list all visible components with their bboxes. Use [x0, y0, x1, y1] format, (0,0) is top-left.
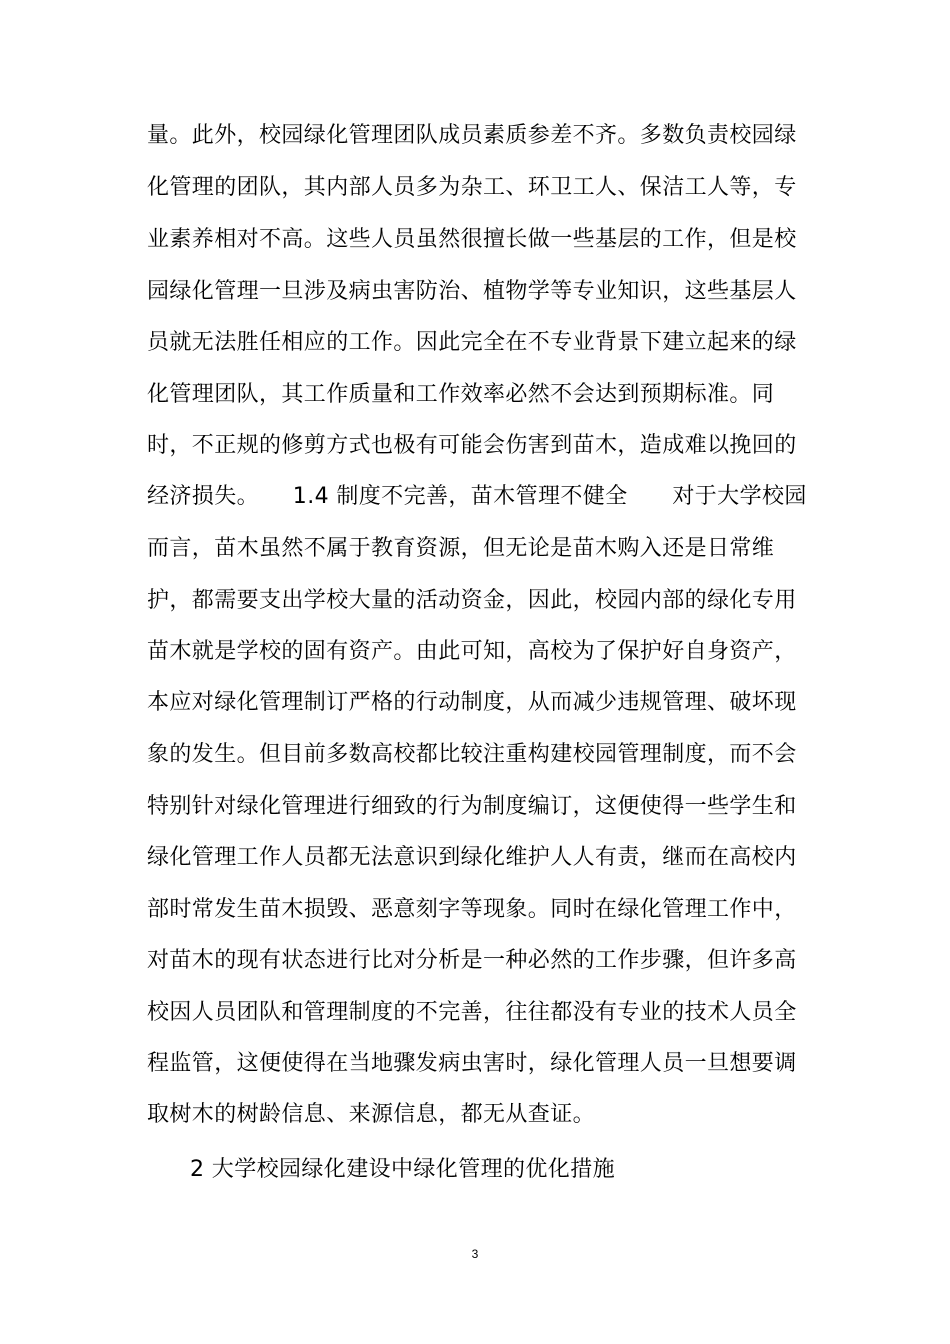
page-number: 3 — [471, 1247, 479, 1261]
paragraph-line-9: 而言，苗木虽然不属于教育资源，但无论是苗木购入还是日常维 — [147, 536, 775, 561]
paragraph-line-2: 化管理的团队，其内部人员多为杂工、环卫工人、保洁工人等，专 — [147, 175, 797, 200]
paragraph-line-1: 量。此外，校园绿化管理团队成员素质参差不齐。多数负责校园绿 — [147, 123, 797, 148]
paragraph-line-12: 本应对绿化管理制订严格的行动制度，从而减少违规管理、破坏现 — [147, 690, 797, 715]
paragraph-line-4: 园绿化管理一旦涉及病虫害防治、植物学等专业知识，这些基层人 — [147, 279, 797, 304]
paragraph-line-7: 时，不正规的修剪方式也极有可能会伤害到苗木，造成难以挽回的 — [147, 433, 797, 458]
paragraph-line-14: 特别针对绿化管理进行细致的行为制度编订，这便使得一些学生和 — [147, 794, 797, 819]
paragraph-line-6: 化管理团队，其工作质量和工作效率必然不会达到预期标准。同 — [147, 382, 775, 407]
paragraph-line-8: 经济损失。 1.4 制度不完善，苗木管理不健全 对于大学校园 — [147, 484, 807, 509]
paragraph-line-11: 苗木就是学校的固有资产。由此可知，高校为了保护好自身资产， — [147, 639, 797, 664]
paragraph-line-19: 程监管，这便使得在当地骤发病虫害时，绿化管理人员一旦想要调 — [147, 1051, 797, 1076]
section-heading: 2 大学校园绿化建设中绿化管理的优化措施 — [190, 1157, 615, 1182]
paragraph-line-5: 员就无法胜任相应的工作。因此完全在不专业背景下建立起来的绿 — [147, 330, 797, 355]
paragraph-line-3: 业素养相对不高。这些人员虽然很擅长做一些基层的工作，但是校 — [147, 227, 797, 252]
paragraph-line-17: 对苗木的现有状态进行比对分析是一种必然的工作步骤，但许多高 — [147, 948, 797, 973]
paragraph-line-13: 象的发生。但目前多数高校都比较注重构建校园管理制度，而不会 — [147, 742, 797, 767]
paragraph-line-18: 校因人员团队和管理制度的不完善，往往都没有专业的技术人员全 — [147, 1000, 797, 1025]
paragraph-line-20: 取树木的树龄信息、来源信息，都无从查证。 — [147, 1102, 596, 1127]
paragraph-line-10: 护，都需要支出学校大量的活动资金，因此，校园内部的绿化专用 — [147, 588, 797, 613]
paragraph-line-15: 绿化管理工作人员都无法意识到绿化维护人人有责，继而在高校内 — [147, 845, 797, 870]
paragraph-line-16: 部时常发生苗木损毁、恶意刻字等现象。同时在绿化管理工作中， — [147, 897, 797, 922]
